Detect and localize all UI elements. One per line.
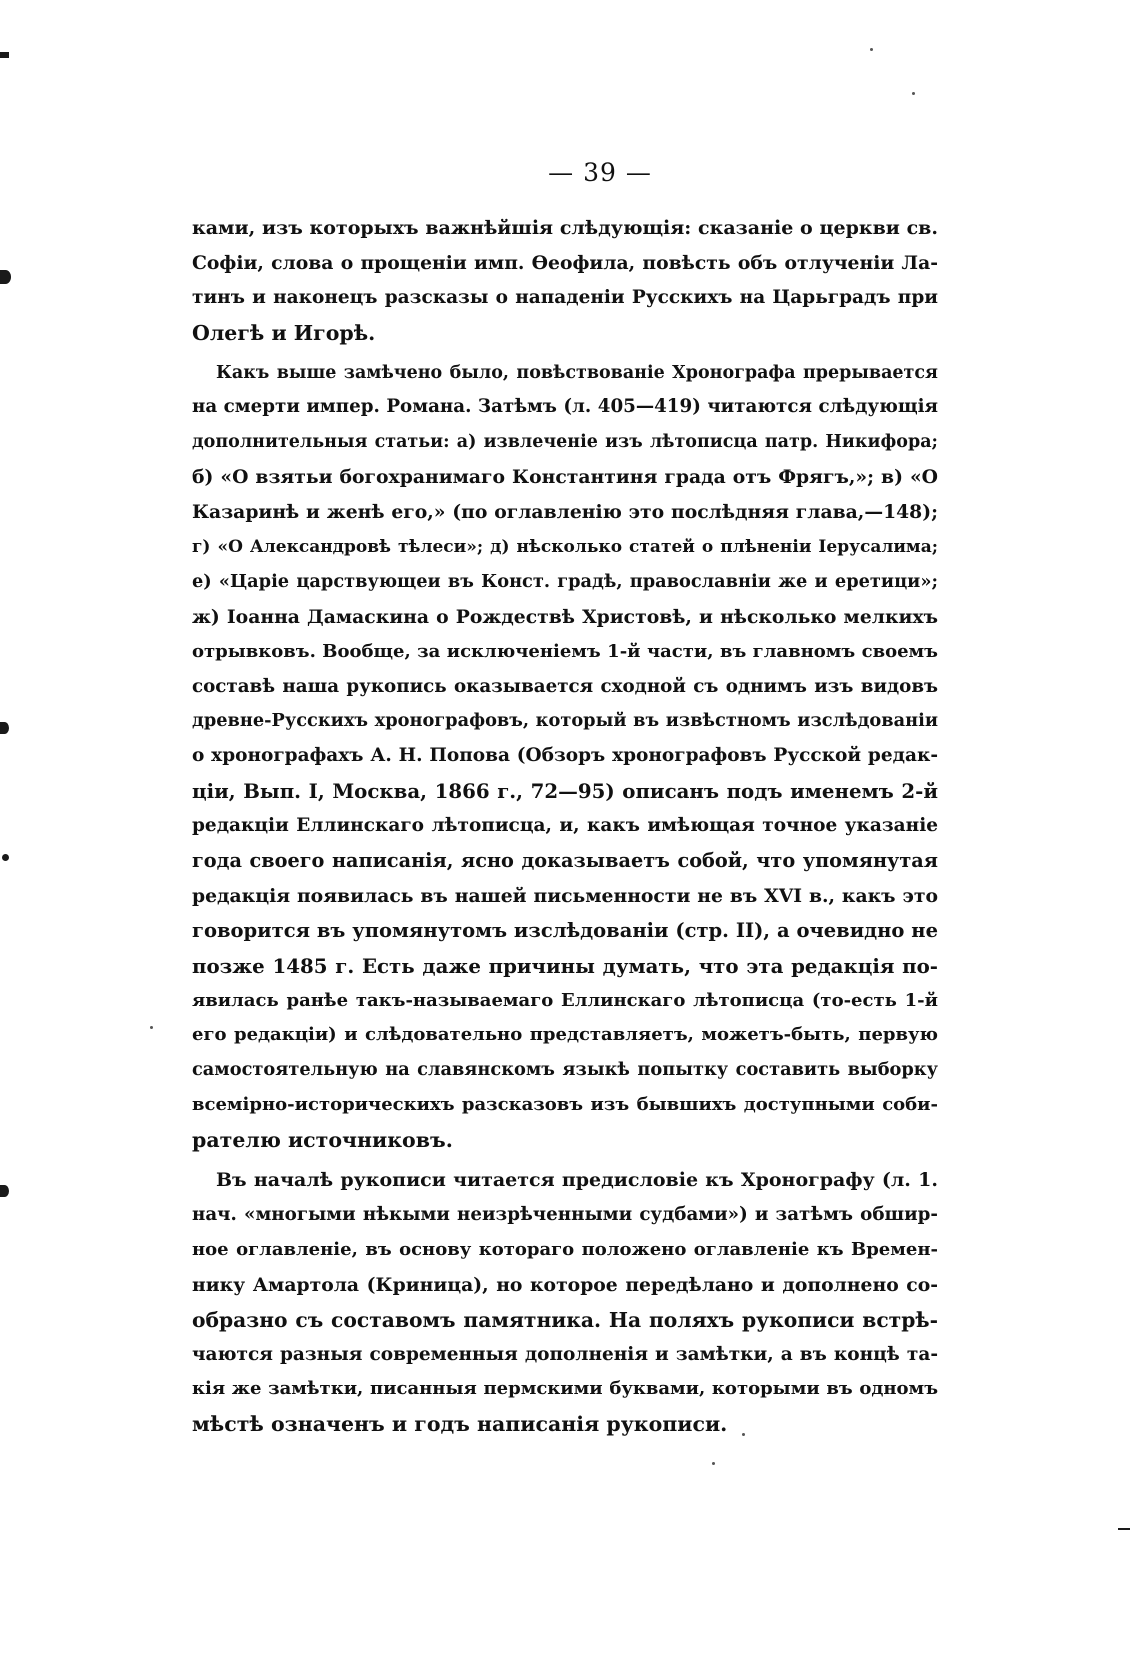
- text-line: о хронографахъ А. Н. Попова (Обзоръ хронографовъ Русской редак-: [192, 745, 938, 767]
- text-line: Олегѣ и Игорѣ.: [192, 320, 376, 345]
- text-line: нику Амартола (Криница), но которое передѣлано и дополнено со-: [192, 1273, 938, 1296]
- scan-mark: [1118, 1528, 1130, 1530]
- text-line: Казаринѣ и женѣ его,» (по оглавленію это послѣдняя глава,—148);: [192, 501, 938, 524]
- scan-mark: [2, 854, 9, 861]
- text-line: Въ началѣ рукописи читается предисловіе къ Хронографу (л. 1.: [216, 1169, 938, 1192]
- scan-mark: [0, 1185, 9, 1197]
- text-line: позже 1485 г. Есть даже причины думать, что эта редакція по-: [192, 953, 938, 978]
- text-line: мѣстѣ означенъ и годъ написанія рукописи.: [192, 1412, 728, 1437]
- text-line: рателю источниковъ.: [192, 1128, 453, 1153]
- text-line: е) «Царіе царствующеи въ Конст. градѣ, православніи же и еретици»;: [192, 570, 938, 592]
- text-line: ж) Іоанна Дамаскина о Рождествѣ Христовѣ, и нѣсколько мелкихъ: [192, 605, 938, 628]
- scan-mark: [0, 722, 9, 734]
- text-line: Какъ выше замѣчено было, повѣствованіе Хронографа прерывается: [216, 362, 938, 383]
- scan-speck: [712, 1462, 715, 1465]
- text-line: самостоятельную на славянскомъ языкѣ попытку составить выборку: [192, 1059, 938, 1081]
- text-line: Софіи, слова о прощеніи имп. Ѳеофила, повѣсть объ отлученіи Ла-: [192, 251, 938, 274]
- body-text: [192, 211, 938, 1442]
- text-line: ками, изъ которыхъ важнѣйшія слѣдующія: сказаніе о церкви св.: [192, 217, 938, 239]
- text-line: древне-Русскихъ хронографовъ, который въ извѣстномъ изслѣдованіи: [192, 710, 938, 732]
- text-line: явилась ранѣе такъ-называемаго Еллинскаго лѣтописца (то-есть 1-й: [192, 989, 938, 1011]
- text-line: чаются разныя современныя дополненія и замѣтки, а въ концѣ та-: [192, 1343, 938, 1365]
- text-line: тинъ и наконецъ разсказы о нападеніи Русскихъ на Царьградъ при: [192, 286, 938, 308]
- text-line: г) «О Александровѣ тѣлеси»; д) нѣсколько статей о плѣненіи Іерусалима;: [192, 537, 938, 558]
- text-line: ціи, Вып. I, Москва, 1866 г., 72—95) описанъ подъ именемъ 2-й: [192, 779, 938, 804]
- scan-speck: [870, 48, 873, 51]
- page-number: — 39 —: [548, 158, 652, 187]
- text-line: редакціи Еллинскаго лѣтописца, и, какъ имѣющая точное указаніе: [192, 815, 938, 837]
- text-line: составѣ наша рукопись оказывается сходной съ однимъ изъ видовъ: [192, 675, 938, 697]
- text-line: его редакціи) и слѣдовательно представляетъ, можетъ-быть, первую: [192, 1024, 938, 1046]
- text-line: б) «О взятьи богохранимаго Константиня града отъ Фрягъ,»; в) «О: [192, 466, 938, 489]
- text-line: редакція появилась въ нашей письменности не въ XVI в., какъ это: [192, 884, 938, 907]
- text-line: на смерти импер. Романа. Затѣмъ (л. 405—419) читаются слѣдующія: [192, 396, 938, 418]
- text-line: кія же замѣтки, писанныя пермскими буквами, которыми въ одномъ: [192, 1378, 938, 1400]
- text-line: отрывковъ. Вообще, за исключеніемъ 1-й части, въ главномъ своемъ: [192, 640, 938, 662]
- text-line: дополнительныя статьи: а) извлеченіе изъ лѣтописца патр. Никифора;: [192, 432, 938, 453]
- scan-mark: [0, 52, 9, 58]
- text-line: нач. «многыми нѣкыми неизрѣченными судбами») и затѣмъ обшир-: [192, 1203, 938, 1225]
- text-line: образно съ составомъ памятника. На поляхъ рукописи встрѣ-: [192, 1307, 938, 1332]
- text-line: всемірно-историческихъ разсказовъ изъ бывшихъ доступными соби-: [192, 1094, 938, 1116]
- scan-mark: [0, 270, 11, 284]
- text-line: года своего написанія, ясно доказываетъ собой, что упомянутая: [192, 849, 938, 873]
- scan-speck: [912, 92, 915, 95]
- text-line: ное оглавленіе, въ основу котораго положено оглавленіе къ Времен-: [192, 1238, 938, 1260]
- text-line: говорится въ упомянутомъ изслѣдованіи (стр. II), а очевидно не: [192, 918, 938, 942]
- scan-speck: [150, 1026, 153, 1029]
